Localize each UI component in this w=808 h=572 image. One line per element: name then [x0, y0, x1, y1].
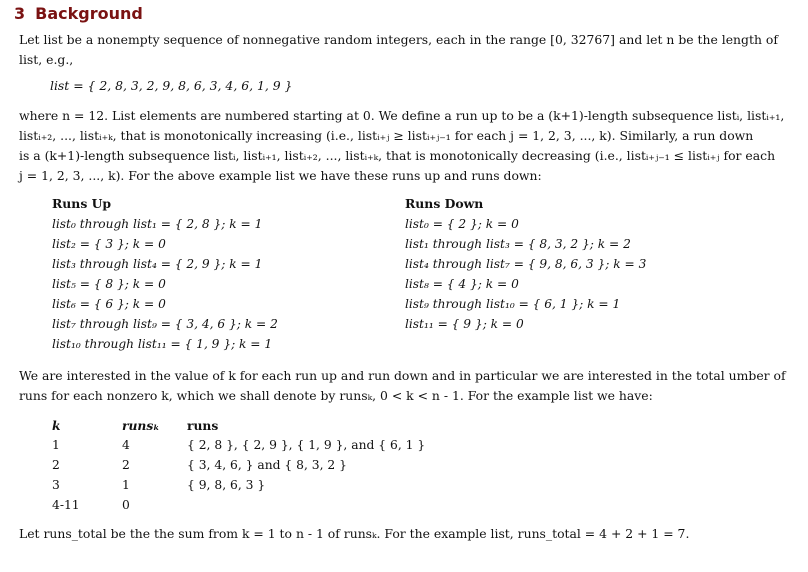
runs-up-item: list₂ = { 3 }; k = 0: [52, 237, 166, 251]
runs-up-item: list₆ = { 6 }; k = 0: [52, 297, 166, 311]
definition-paragraph: [19, 106, 794, 186]
definition-line-2: listᵢ₊₂, ..., listᵢ₊ₖ, that is monotonically increasing (i.e., listᵢ₊ⱼ ≥ listᵢ₊ⱼ₋₁ for each j = 1, 2, 3, ..., k). Similarly, a run down: [19, 128, 754, 143]
table-cell: 4-11: [52, 498, 80, 512]
table-row: [52, 475, 487, 495]
table-cell: 1: [122, 478, 130, 492]
runs-down-item: list₉ through list₁₀ = { 6, 1 }; k = 1: [405, 297, 621, 311]
definition-line-1: where n = 12. List elements are numbered starting at 0. We define a run up to be a (k+1)-length subsequence listᵢ, listᵢ₊₁,: [19, 108, 785, 123]
runs-up-heading: Runs Up: [52, 196, 112, 211]
runs-up-item: list₀ through list₁ = { 2, 8 }; k = 1: [52, 217, 263, 231]
intro-line-2: list, e.g.,: [19, 52, 74, 67]
example-list-equation: list = { 2, 8, 3, 2, 9, 8, 6, 3, 4, 6, 1, 9 }: [50, 78, 293, 93]
runs-down-item: list₁ through list₃ = { 8, 3, 2 }; k = 2: [405, 237, 631, 251]
table-cell: [187, 495, 487, 515]
table-header: runsₖ: [122, 417, 160, 433]
intro-paragraph: [19, 30, 794, 70]
runs-table: [52, 415, 487, 515]
section-number: 3: [14, 4, 26, 23]
table-row: [52, 495, 487, 515]
total-paragraph: Let runs_total be the the sum from k = 1 to n - 1 of runsₖ. For the example list, runs_total = 4 + 2 + 1 = 7.: [19, 526, 690, 541]
runs-down-heading: Runs Down: [405, 196, 484, 211]
table-row: [52, 435, 487, 455]
table-cell: 1: [52, 438, 60, 452]
section-heading: [14, 4, 143, 23]
table-cell: 4: [122, 438, 130, 452]
section-title: Background: [35, 4, 143, 23]
table-cell: 0: [122, 498, 130, 512]
definition-line-3: is a (k+1)-length subsequence listᵢ, listᵢ₊₁, listᵢ₊₂, ..., listᵢ₊ₖ, that is monotonically decreasing (i.e., listᵢ₊ⱼ₋₁ ≤ listᵢ₊ⱼ for each: [19, 148, 776, 163]
runs-down-item: list₁₁ = { 9 }; k = 0: [405, 317, 524, 331]
table-cell: { 3, 4, 6, } and { 8, 3, 2 }: [187, 458, 347, 472]
table-cell: 2: [122, 458, 130, 472]
runs-up-item: list₃ through list₄ = { 2, 9 }; k = 1: [52, 257, 263, 271]
table-header: k: [52, 417, 61, 433]
interest-line-2: runs for each nonzero k, which we shall denote by runsₖ, 0 < k < n - 1. For the example list we have:: [19, 388, 653, 403]
table-cell: 3: [52, 478, 60, 492]
table-header-row: [52, 415, 487, 435]
table-cell: { 9, 8, 6, 3 }: [187, 478, 266, 492]
runs-down-item: list₈ = { 4 }; k = 0: [405, 277, 519, 291]
table-cell: 2: [52, 458, 60, 472]
runs-up-item: list₇ through list₉ = { 3, 4, 6 }; k = 2: [52, 317, 278, 331]
table-cell: { 2, 8 }, { 2, 9 }, { 1, 9 }, and { 6, 1 }: [187, 438, 426, 452]
table-header: runs: [187, 417, 219, 433]
runs-up-item: list₁₀ through list₁₁ = { 1, 9 }; k = 1: [52, 337, 273, 351]
interest-paragraph: [19, 366, 794, 406]
intro-line-1: Let list be a nonempty sequence of nonnegative random integers, each in the range [0, 32767] and let n be the length of: [19, 32, 778, 47]
runs-down-item: list₀ = { 2 }; k = 0: [405, 217, 519, 231]
table-row: [52, 455, 487, 475]
definition-line-4: j = 1, 2, 3, ..., k). For the above example list we have these runs up and runs down:: [19, 168, 542, 183]
runs-down-item: list₄ through list₇ = { 9, 8, 6, 3 }; k = 3: [405, 257, 647, 271]
interest-line-1: We are interested in the value of k for each run up and run down and in particular we are interested in the total umber of: [19, 368, 786, 383]
runs-up-item: list₅ = { 8 }; k = 0: [52, 277, 166, 291]
